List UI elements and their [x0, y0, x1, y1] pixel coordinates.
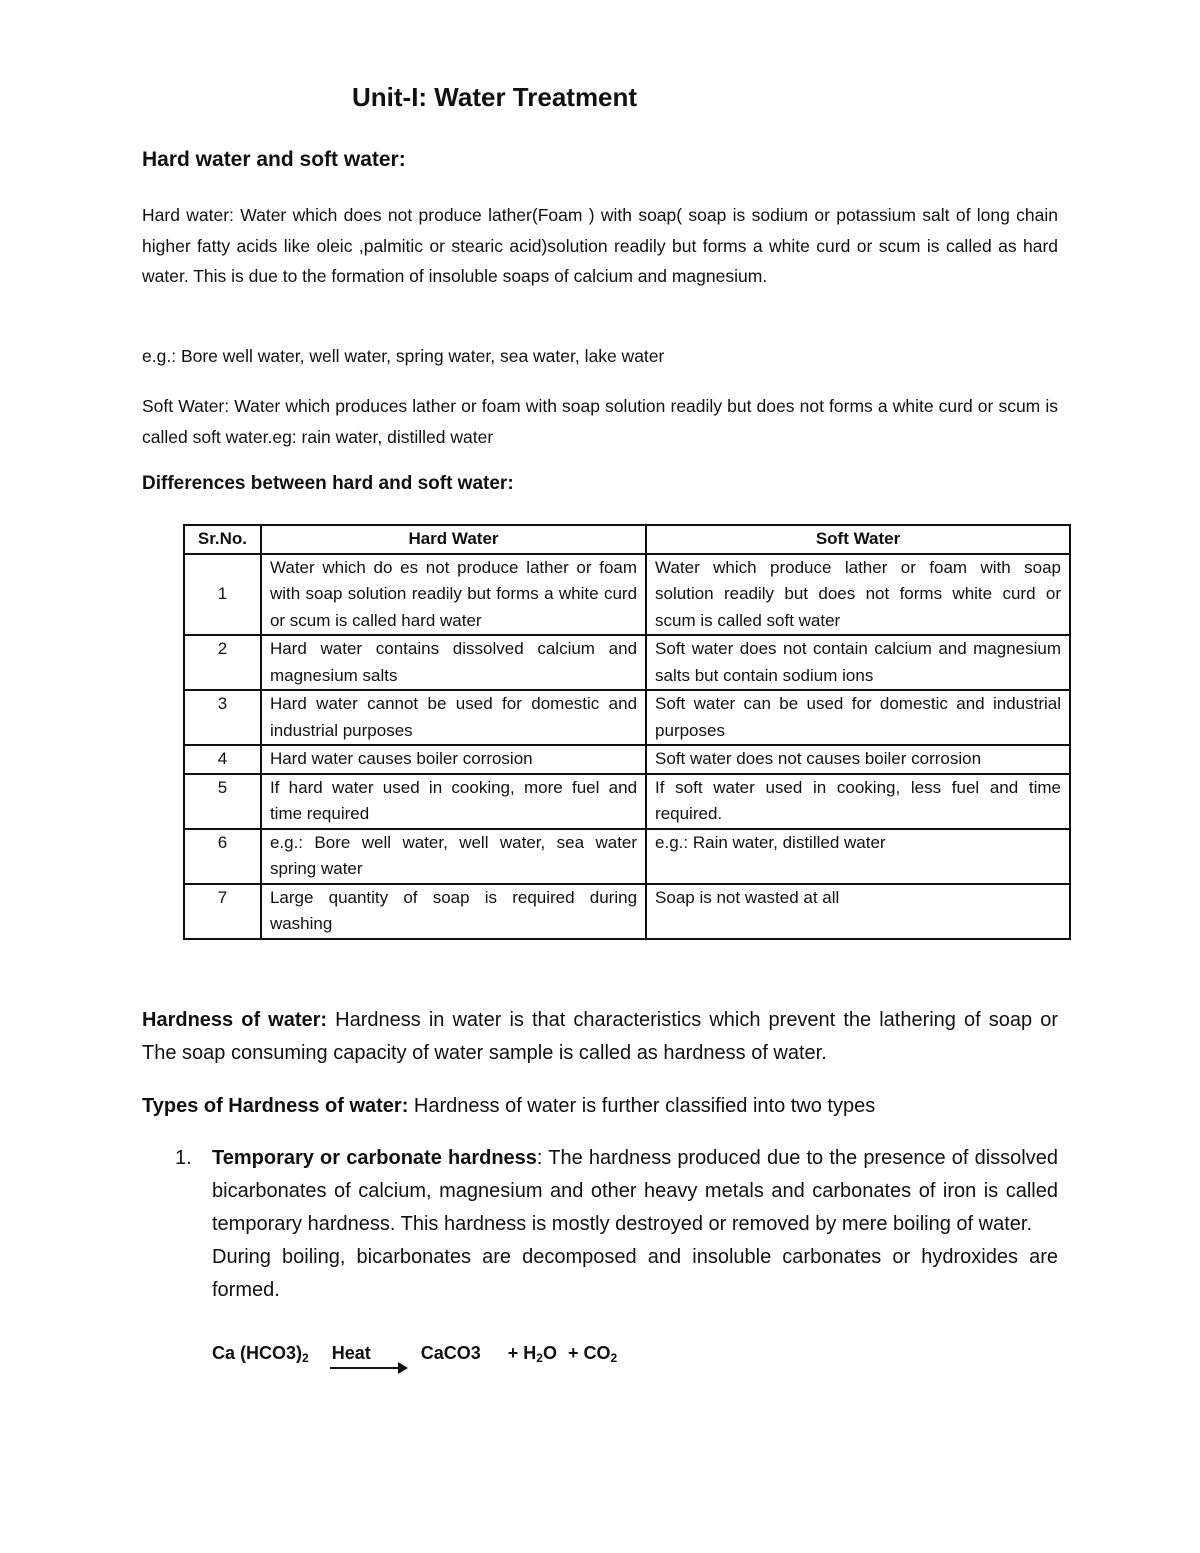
eq-product3	[568, 1343, 617, 1365]
row-soft: Soap is not wasted at all	[646, 884, 1070, 939]
row-hard: Large quantity of soap is required during washing	[261, 884, 646, 939]
eq-plus-h: + H	[507, 1343, 537, 1363]
hard-water-examples	[142, 341, 1058, 372]
hardness-text: Hardness in water is that characteristics which prevent the lathering of soap or The soap consuming capacity of water sample is called as hardness of water.	[142, 1009, 1058, 1064]
header-soft-water: Soft Water	[646, 525, 1070, 554]
eq-plus-co: + CO	[568, 1343, 611, 1363]
arrow-line	[330, 1367, 400, 1369]
row-hard: Water which do es not produce lather or foam with soap solution readily but forms a white curd or scum is called hard water	[261, 554, 646, 636]
differences-heading: Differences between hard and soft water:	[142, 473, 514, 494]
section-heading-hard-soft: Hard water and soft water:	[142, 148, 406, 171]
types-label: Types of Hardness of water:	[142, 1095, 409, 1117]
row-sr: 4	[184, 745, 261, 774]
eq-product2	[508, 1343, 557, 1365]
hard-water-definition	[142, 200, 1058, 292]
table-row	[184, 884, 1070, 939]
row-soft: Soft water does not contain calcium and magnesium salts but contain sodium ions	[646, 635, 1070, 690]
chemical-equation	[212, 1343, 617, 1365]
soft-water-definition	[142, 391, 1058, 452]
eq-reactant	[212, 1343, 309, 1365]
header-hard-water: Hard Water	[261, 525, 646, 554]
table-row	[184, 690, 1070, 745]
page-title: Unit-I: Water Treatment	[352, 82, 638, 112]
row-sr: 6	[184, 829, 261, 884]
hard-water-text: Water which does not produce lather(Foam ) with soap( soap is sodium or potassium salt of long chain higher fatty acids like oleic ,palmitic or stearic acid)solution readily but forms a white curd or scum is called as hard water. This is due to the formation of insoluble soaps of calcium and magnesium.	[142, 205, 1058, 286]
row-sr: 3	[184, 690, 261, 745]
row-hard: Hard water cannot be used for domestic and industrial purposes	[261, 690, 646, 745]
arrow-right-icon	[398, 1362, 408, 1374]
types-text: Hardness of water is further classified into two types	[413, 1095, 876, 1117]
eq-condition: Heat	[331, 1343, 371, 1363]
row-hard: If hard water used in cooking, more fuel and time required	[261, 774, 646, 829]
temporary-hardness-text: : The hardness produced due to the presence of dissolved bicarbonates of calcium, magnesium and other heavy metals and carbonates of iron is called temporary hardness. This hardness is mostly destroyed or removed by mere boiling of water.	[212, 1147, 1058, 1235]
table-row	[184, 829, 1070, 884]
row-soft: Water which produce lather or foam with soap solution readily but does not forms white curd or scum is called soft water	[646, 554, 1070, 636]
row-sr: 1	[184, 554, 261, 636]
row-hard: Hard water contains dissolved calcium and magnesium salts	[261, 635, 646, 690]
eq-reactant-formula: Ca (HCO3)	[212, 1343, 303, 1363]
soft-water-text: Water which produces lather or foam with soap solution readily but does not forms a white curd or scum is called soft water.eg: rain water, distilled water	[142, 396, 1058, 447]
temporary-hardness-label: Temporary or carbonate hardness	[212, 1147, 537, 1169]
row-sr: 2	[184, 635, 261, 690]
table-row	[184, 774, 1070, 829]
table-row	[184, 635, 1070, 690]
table-row	[184, 745, 1070, 774]
hardness-label: Hardness of water:	[142, 1009, 328, 1031]
row-soft: If soft water used in cooking, less fuel and time required.	[646, 774, 1070, 829]
examples-label: e.g.:	[142, 346, 177, 366]
row-sr: 5	[184, 774, 261, 829]
table-header-row	[184, 525, 1070, 554]
row-soft: Soft water does not causes boiler corrosion	[646, 745, 1070, 774]
eq-o: O	[542, 1343, 557, 1363]
differences-table	[183, 524, 1071, 940]
eq-product1: CaCO3	[420, 1343, 481, 1363]
hard-water-label: Hard water:	[142, 205, 234, 225]
list-number: 1.	[175, 1147, 192, 1169]
header-srno: Sr.No.	[184, 525, 261, 554]
soft-water-label: Soft Water:	[142, 396, 230, 416]
types-of-hardness	[142, 1090, 1058, 1123]
eq-co2-subscript: 2	[610, 1351, 618, 1365]
temporary-hardness-paragraph	[212, 1142, 1058, 1241]
row-soft: Soft water can be used for domestic and industrial purposes	[646, 690, 1070, 745]
hardness-definition	[142, 1004, 1058, 1070]
examples-text: Bore well water, well water, spring water, sea water, lake water	[180, 346, 665, 366]
row-hard: e.g.: Bore well water, well water, sea water spring water	[261, 829, 646, 884]
eq-reactant-subscript: 2	[302, 1351, 309, 1365]
reaction-arrow	[330, 1343, 406, 1364]
row-hard: Hard water causes boiler corrosion	[261, 745, 646, 774]
eq-h2o-subscript: 2	[536, 1351, 543, 1365]
table-row	[184, 554, 1070, 636]
boiling-paragraph: During boiling, bicarbonates are decomposed and insoluble carbonates or hydroxides are formed.	[212, 1246, 1058, 1301]
row-sr: 7	[184, 884, 261, 939]
temporary-hardness-item	[212, 1142, 1058, 1307]
row-soft: e.g.: Rain water, distilled water	[646, 829, 1070, 884]
